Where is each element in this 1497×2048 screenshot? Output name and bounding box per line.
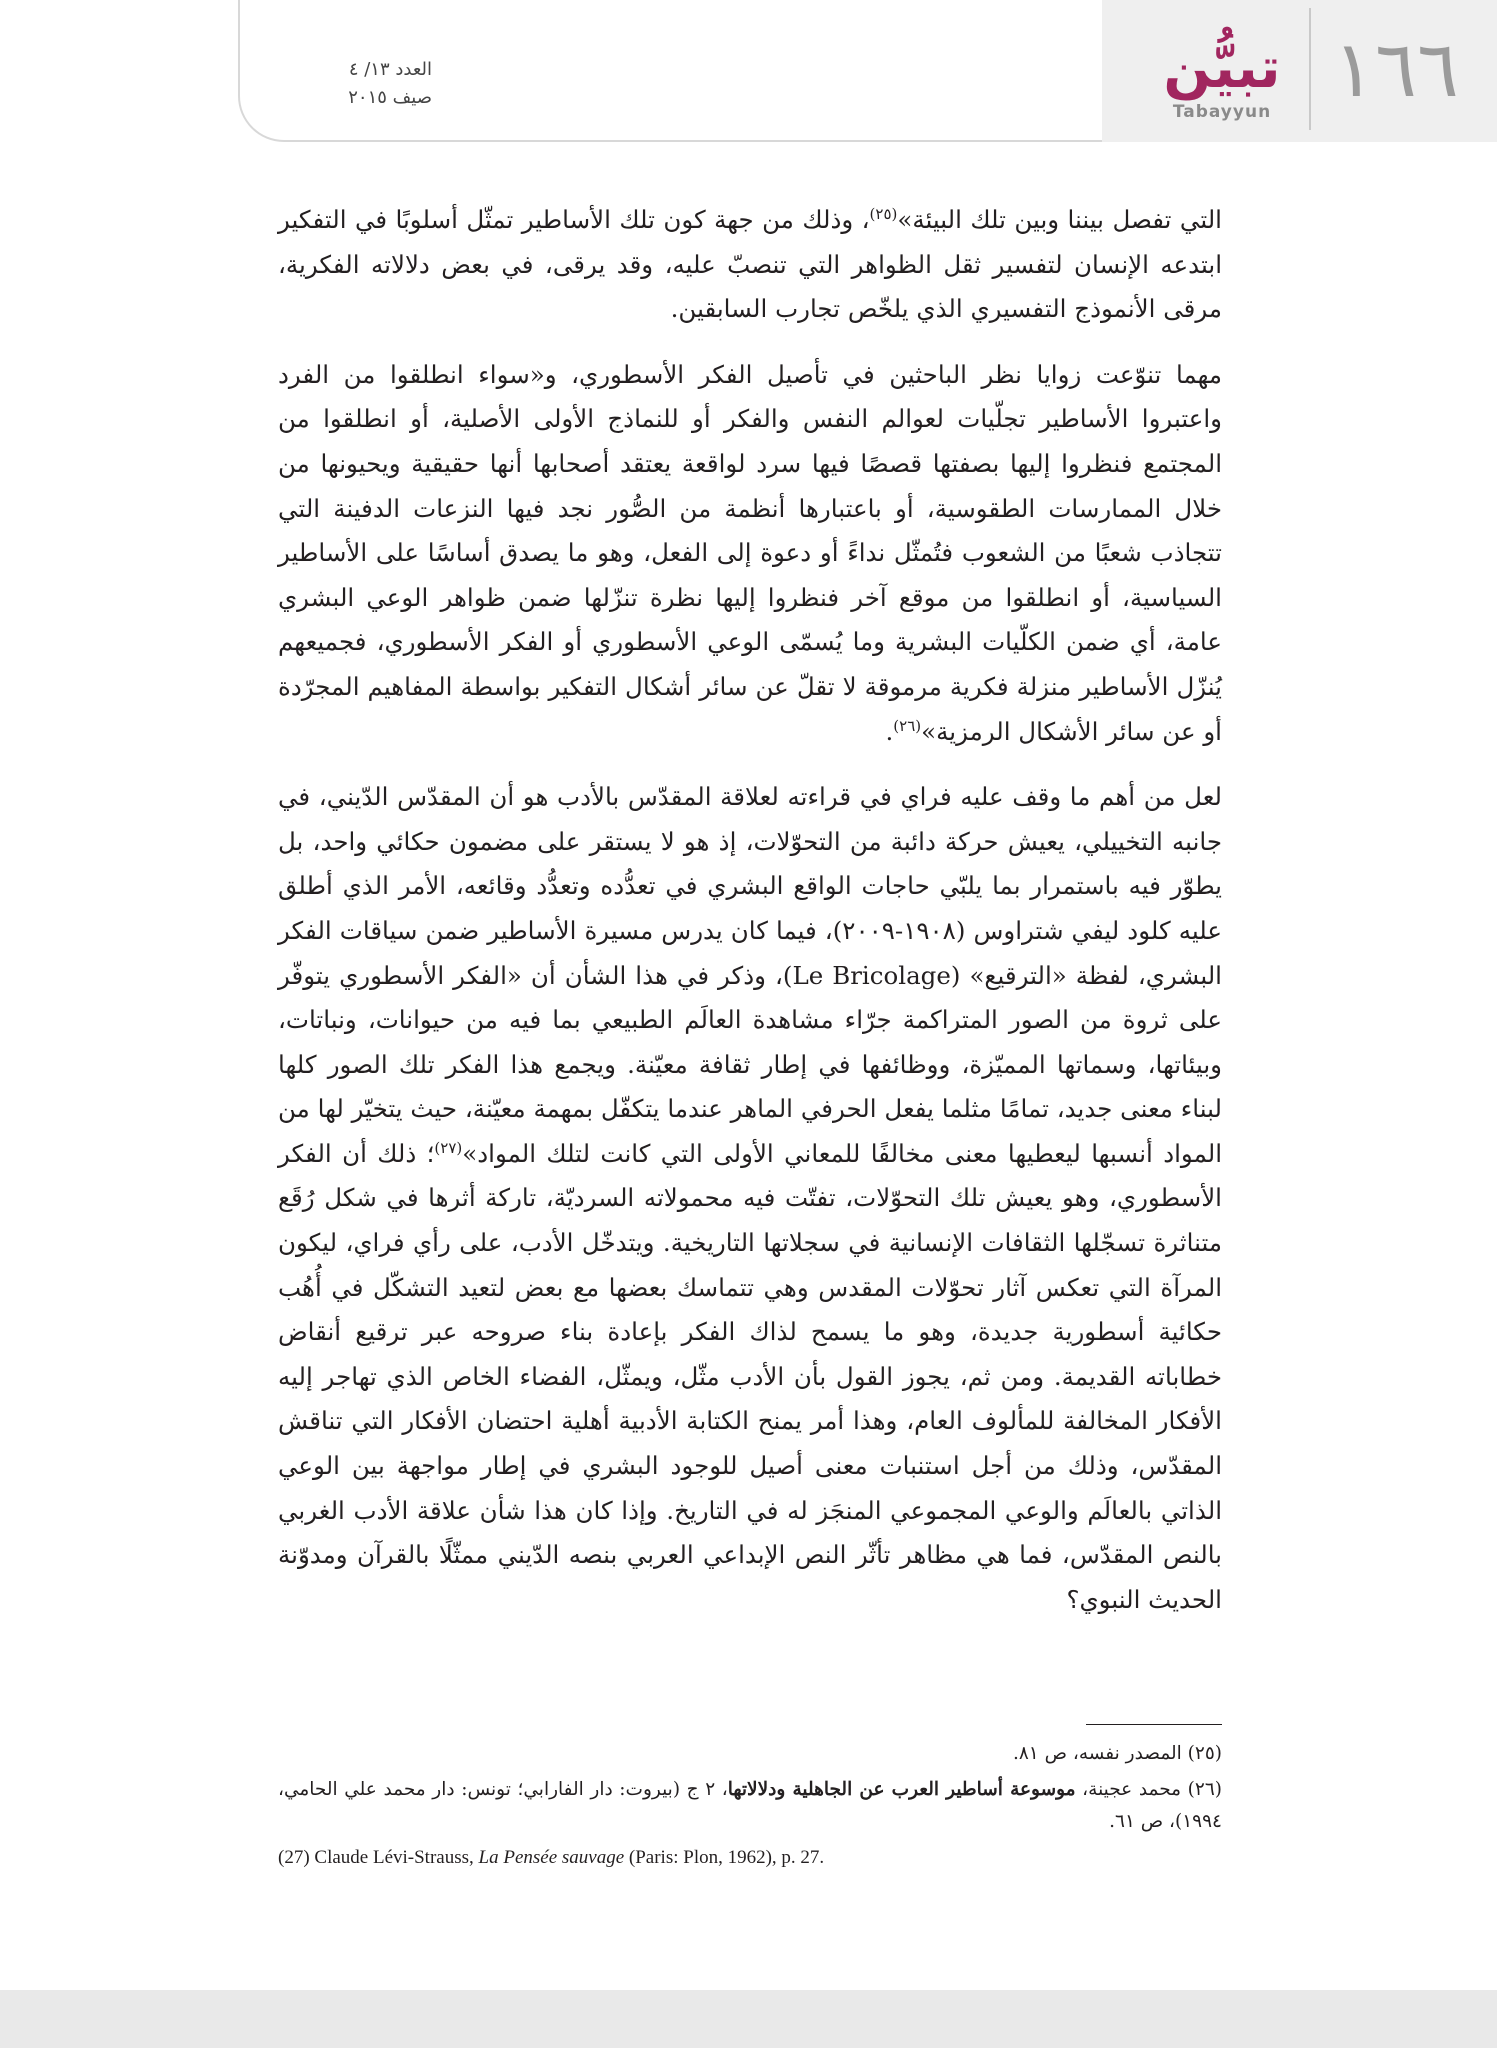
logo-latin: Tabayyun — [1172, 102, 1272, 122]
footnote-divider — [1086, 1724, 1222, 1725]
footnote-27: (27) Claude Lévi-Strauss, La Pensée sauvage (Paris: Plon, 1962), p. 27. — [278, 1847, 825, 1868]
paragraph: التي تفصل بيننا وبين تلك البيئة»$^{(٢٥)}$، وذلك من جهة كون تلك الأساطير تمثّل أسلوبًا في التفكير ابتدعه الإنسان لتفسير ثقل الظواهر التي تنصبّ عليه، وقد يرقى، في بعض دلالاته الفكرية، مرقى الأنموذج التفسيري الذي يلخّص تجارب السابقين. — [278, 204, 1222, 324]
article-body — [278, 198, 1222, 1643]
header-divider — [1309, 8, 1311, 130]
logo-arabic: تبيُّن — [1163, 36, 1281, 101]
footnote-27-title: La Pensée sauvage — [478, 1847, 625, 1868]
page-number: ١٦٦ — [1333, 25, 1459, 115]
issue-number: العدد ١٣/ ٤ — [348, 59, 432, 80]
footnote-ref[interactable]: (٢٥) — [869, 204, 898, 223]
footnote-25: (٢٥) المصدر نفسه، ص ٨١. — [1012, 1743, 1222, 1764]
paragraph: لعل من أهم ما وقف عليه فراي في قراءته لعلاقة المقدّس بالأدب هو أن المقدّس الدّيني، في جانبه التخييلي، يعيش حركة دائبة من التحوّلات، إذ هو لا يستقر على مضمون حكائي واحد، بل يطوّر فيه باستمرار بما يلبّي حاجات الواقع البشري في تعدُّده وتعدُّد وقائعه، الأمر الذي أطلق عليه كلود ليفي شتراوس (١٩٠٨-٢٠٠٩)، فيما كان يدرس مسيرة الأساطير ضمن سياقات الفكر البشري، لفظة «الترقيع» (Le Bricolage)، وذكر في هذا الشأن أن «الفكر الأسطوري يتوفّر على ثروة من الصور المتراكمة جرّاء مشاهدة العالَم الطبيعي بما فيه من حيوانات، ونباتات، وبيئاتها، وسماتها المميّزة، ووظائفها في إطار ثقافة معيّنة. ويجمع هذا الفكر تلك الصور كلها لبناء معنى جديد، تمامًا مثلما يفعل الحرفي الماهر عندما يتكفّل بمهمة معيّنة، حيث يتخيّر لها من المواد أنسبها ليعطيها معنى مخالفًا للمعاني الأولى التي كانت لتلك المواد»$^{(٢٧)}$؛ ذلك أن الفكر الأسطوري، وهو يعيش تلك التحوّلات، تفتّت فيه محمولاته السرديّة، تاركة أثرها في شكل رُقَع متناثرة تسجّلها الثقافات الإنسانية في سجلاتها التاريخية. ويتدخّل الأدب، على رأي فراي، ليكون المرآة التي تعكس آثار تحوّلات المقدس وهي تتماسك بعضها مع بعض لتعيد التشكّل في أُهُب حكائية أسطورية جديدة، وهو ما يسمح لذاك الفكر بإعادة بناء صروحه عبر ترقيع أنقاض خطاباته القديمة. ومن ثم، يجوز القول بأن الأدب مثّل، ويمثّل، الفضاء الخاص الذي تهاجر إليه الأفكار المخالفة للمألوف العام، وهذا أمر يمنح الكتابة الأدبية أهلية احتضان الأفكار التي تناقش المقدّس، وذلك من أجل استنبات معنى أصيل للوجود البشري في إطار مواجهة بين الوعي الذاتي بالعالَم والوعي المجموعي المنجَز له في التاريخ. وإذا كان هذا شأن علاقة الأدب الغربي بالنص المقدّس، فما هي مظاهر تأثّر النص الإبداعي العربي بنصه الدّيني ممثّلًا بالقرآن ومدوّنة الحديث النبوي؟ — [278, 782, 1223, 1614]
footnote-26: (٢٦) محمد عجينة، موسوعة أساطير العرب عن الجاهلية ودلالاتها، ٢ ج (بيروت: دار الفارابي؛ تونس: دار محمد علي الحامي، ١٩٩٤)، ص ٦١. — [278, 1779, 1222, 1832]
issue-season: صيف ٢٠١٥ — [348, 87, 432, 108]
footnote-26-title: موسوعة أساطير العرب عن الجاهلية ودلالاتها — [727, 1779, 1076, 1800]
header — [0, 0, 1497, 142]
journal-logo — [1147, 36, 1297, 130]
footnotes — [278, 1738, 1222, 1878]
paragraph: مهما تنوّعت زوايا نظر الباحثين في تأصيل الفكر الأسطوري، و«سواء انطلقوا من الفرد واعتبروا الأساطير تجلّيات لعوالم النفس والفكر أو للنماذج الأولى الأصلية، أو انطلقوا من المجتمع فنظروا إليها بصفتها قصصًا فيها سرد لواقعة يعتقد أصحابها أنها حقيقية ويحيونها من خلال الممارسات الطقوسية، أو باعتبارها أنظمة من الصُّور نجد فيها النزعات الدفينة التي تتجاذب شعبًا من الشعوب فتُمثّل نداءً أو دعوة إلى الفعل، وهو ما يصدق أساسًا على الأساطير السياسية، أو انطلقوا من موقع آخر فنظروا إليها نظرة تنزّلها ضمن ظواهر الوعي البشري عامة، أي ضمن الكلّيات البشرية وما يُسمّى الوعي الأسطوري أو الفكر الأسطوري، فجميعهم يُنزّل الأساطير منزلة فكرية مرموقة لا تقلّ عن سائر أشكال التفكير بواسطة المفاهيم المجرّدة أو عن سائر الأشكال الرمزية»$^{(٢٦)}$. — [278, 359, 1222, 746]
footnote-ref[interactable]: (٢٧) — [434, 1138, 463, 1157]
header-logo-panel — [1102, 0, 1497, 142]
footer-band — [0, 1990, 1497, 2048]
footnote-ref[interactable]: (٢٦) — [893, 716, 922, 735]
issue-info — [272, 56, 432, 112]
